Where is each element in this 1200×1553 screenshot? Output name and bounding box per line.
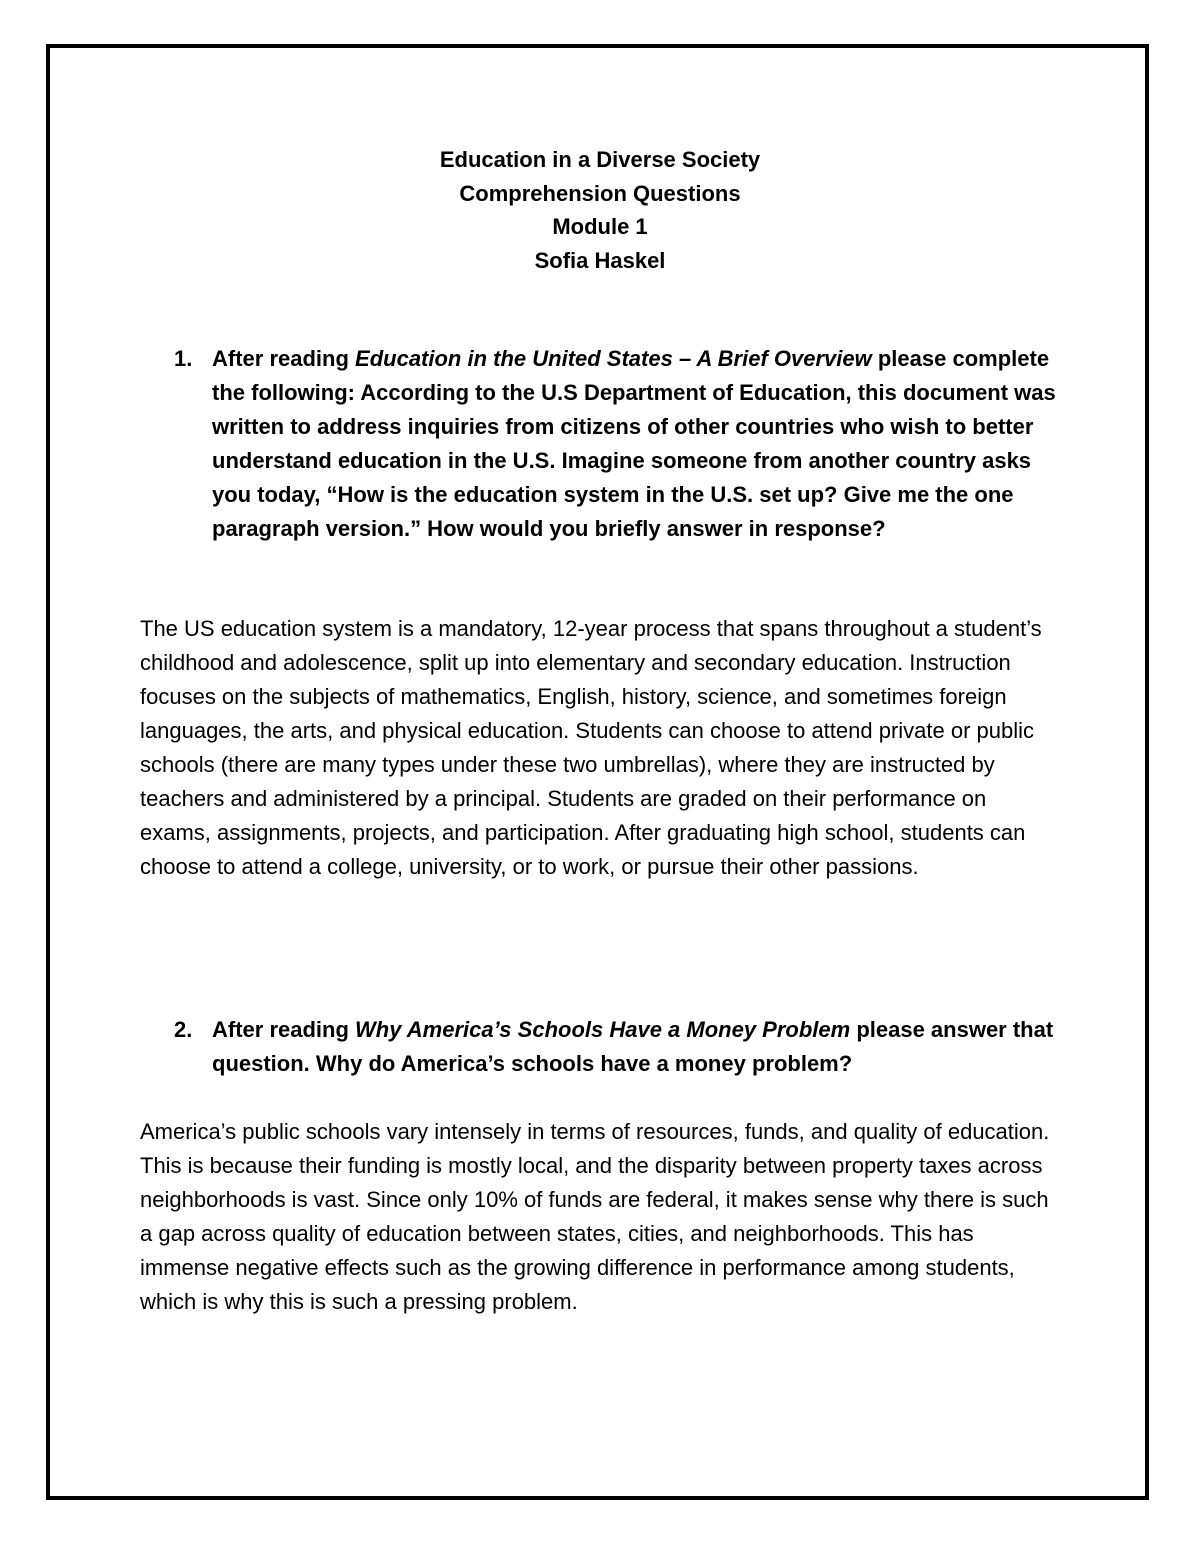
assignment-title: Comprehension Questions bbox=[459, 180, 741, 206]
author-name: Sofia Haskel bbox=[534, 247, 666, 273]
question-lead: After reading bbox=[212, 1017, 356, 1042]
document-header bbox=[0, 143, 1200, 277]
course-title: Education in a Diverse Society bbox=[439, 147, 761, 172]
answer-2: America’s public schools vary intensely in terms of resources, funds, and quality of education. This is because their funding is mostly local, and the disparity between property taxes across neighborhoods is vast. Since only 10% of funds are federal, it makes sense why there is such a gap across quality of education between states, cities, and neighborhoods. This has immense negative effects such as the growing difference in performance among students, which is why this is such a pressing problem. bbox=[140, 1119, 1050, 1314]
answer-1: The US education system is a mandatory, 12-year process that spans throughout a student’s childhood and adolescence, split up into elementary and secondary education. Instruction focuses on the subjects of mathematics, English, history, science, and sometimes foreign languages, the arts, and physical education. Students can choose to attend private or public schools (there are many types under these two umbrellas), where they are instructed by teachers and administered by a principal. Students are graded on their performance on exams, assignments, projects, and participation. After graduating high school, students can choose to attend a college, university, or to work, or pursue their other passions. bbox=[140, 616, 1042, 879]
question-1 bbox=[166, 342, 1066, 546]
reading-title: Why America’s Schools Have a Money Problem bbox=[355, 1017, 851, 1042]
question-number: 2. bbox=[174, 1017, 193, 1042]
question-body: please complete the following: According to the U.S Department of Education, this document was written to address inquiries from citizens of other countries who wish to better understand education in the U.S. Imagine someone from another country asks you today, “How is the education system in the U.S. set up? Give me the one paragraph version.” How would you briefly answer in response? bbox=[212, 346, 1056, 541]
module-label: Module 1 bbox=[552, 214, 648, 239]
reading-title: Education in the United States – A Brief Overview bbox=[355, 346, 872, 371]
question-text bbox=[212, 342, 1066, 546]
question-text bbox=[212, 1013, 1066, 1081]
question-lead: After reading bbox=[212, 346, 356, 371]
question-body: please answer that question. Why do America’s schools have a money problem? bbox=[212, 1017, 1054, 1076]
question-number: 1. bbox=[174, 346, 193, 371]
question-2 bbox=[166, 1013, 1066, 1081]
